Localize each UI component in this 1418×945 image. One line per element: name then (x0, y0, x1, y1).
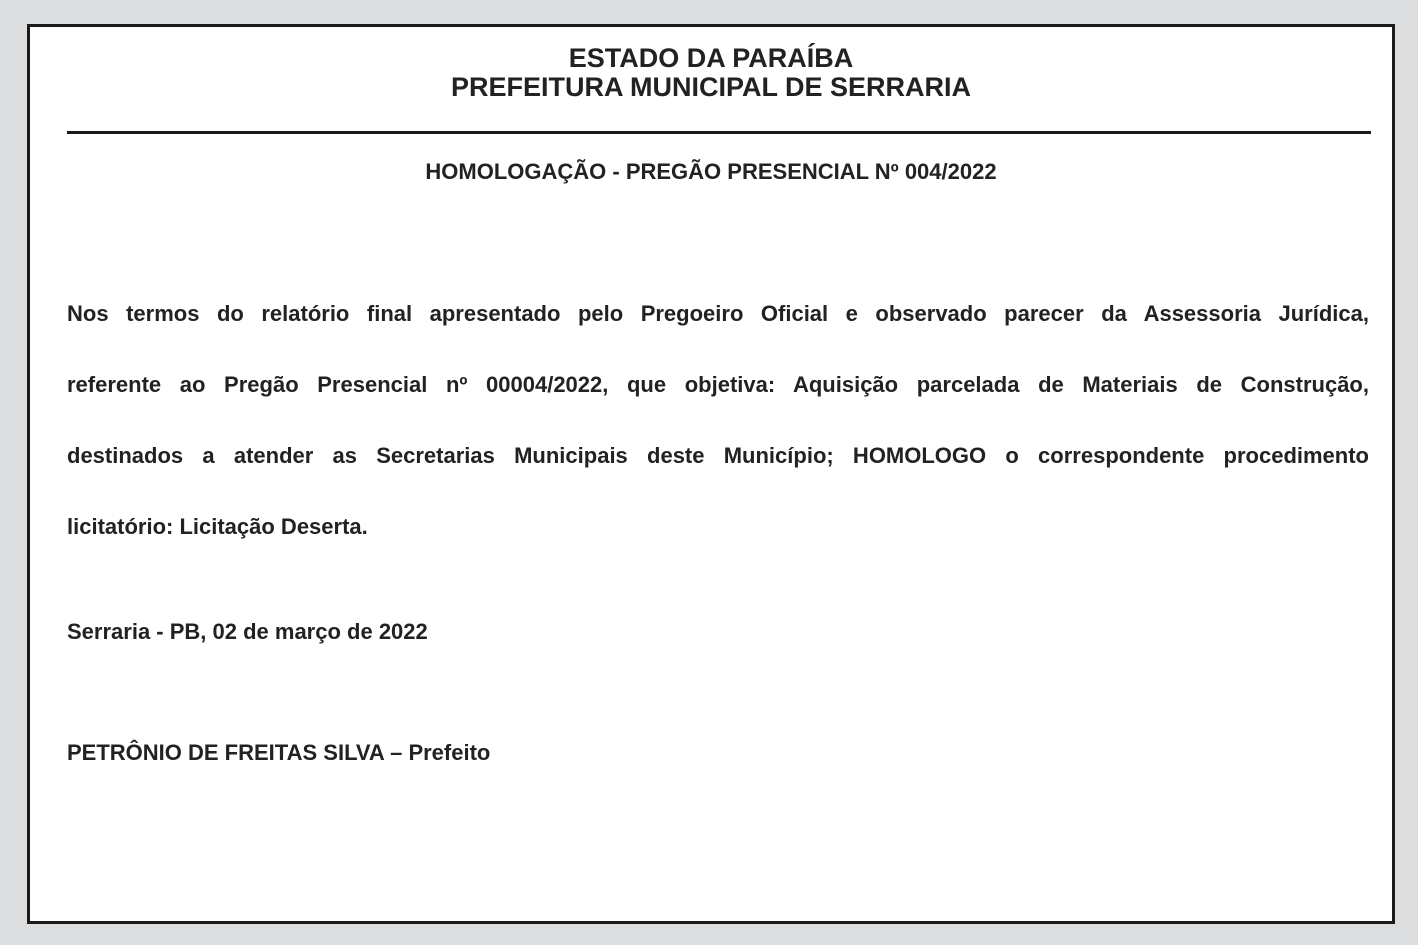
body-line: destinados a atender as Secretarias Municipais deste Município; HOMOLOGO o correspondente procedimento (67, 443, 1369, 468)
header-divider (67, 131, 1371, 134)
letterhead (30, 44, 1392, 102)
place-and-date: Serraria - PB, 02 de março de 2022 (67, 619, 428, 644)
signature-line: PETRÔNIO DE FREITAS SILVA – Prefeito (67, 740, 491, 765)
body-line: Nos termos do relatório final apresentado pelo Pregoeiro Oficial e observado parecer da Assessoria Jurídica, (67, 301, 1369, 326)
body-line: licitatório: Licitação Deserta. (67, 514, 368, 539)
body-line: referente ao Pregão Presencial nº 00004/2022, que objetiva: Aquisição parcelada de Materiais de Construção, (67, 372, 1369, 397)
document-title: HOMOLOGAÇÃO - PREGÃO PRESENCIAL Nº 004/2022 (425, 159, 997, 184)
notice-frame (27, 24, 1395, 924)
document-body (67, 278, 1369, 562)
letterhead-state: ESTADO DA PARAÍBA (568, 43, 854, 73)
letterhead-municipality: PREFEITURA MUNICIPAL DE SERRARIA (450, 72, 972, 102)
